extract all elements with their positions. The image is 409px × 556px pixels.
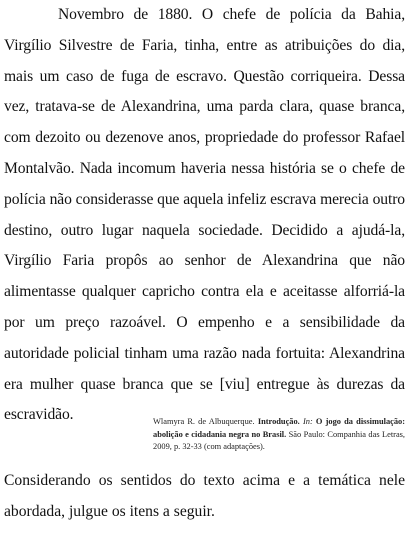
citation-book-title: O jogo da dissimulação: abolição e cidadania negra no Brasil. xyxy=(153,417,406,439)
citation-in-marker: In: xyxy=(302,417,313,426)
citation-author: Wlamyra R. de Albuquerque. xyxy=(153,417,255,426)
citation-publisher: São Paulo: Companhia das Letras, 2009, p. 32-33 (com adaptações). xyxy=(153,429,406,451)
question-prompt: Considerando os sentidos do texto acima e a temática nele abordada, julgue os itens a seguir. xyxy=(4,472,405,520)
source-citation xyxy=(153,416,405,454)
citation-chapter: Introdução. xyxy=(257,417,300,426)
passage-text: Novembro de 1880. O chefe de polícia da Bahia, Virgílio Silvestre de Faria, tinha, entre as atribuições do dia, mais um caso de fuga de escravo. Questão corriqueira. Dessa vez, tratava-se de Alexandrina, uma parda clara, quase branca, com dezoito ou dezenove anos, propriedade do professor Rafael Montalvão. Nada incomum haveria nessa história se o chefe de polícia não considerasse que aquela infeliz escrava merecia outro destino, outro lugar naquela sociedade. Decidido a ajudá-la, Virgílio Faria propôs ao senhor de Alexandrina que não alimentasse qualquer capricho contra ela e aceitasse alforriá-la por um preço razoável. O empenho e a sensibilidade da autoridade policial tinham uma razão nada fortuita: Alexandrina era mulher quase branca que se [viu] entregue às durezas da escravidão. xyxy=(4,6,405,424)
